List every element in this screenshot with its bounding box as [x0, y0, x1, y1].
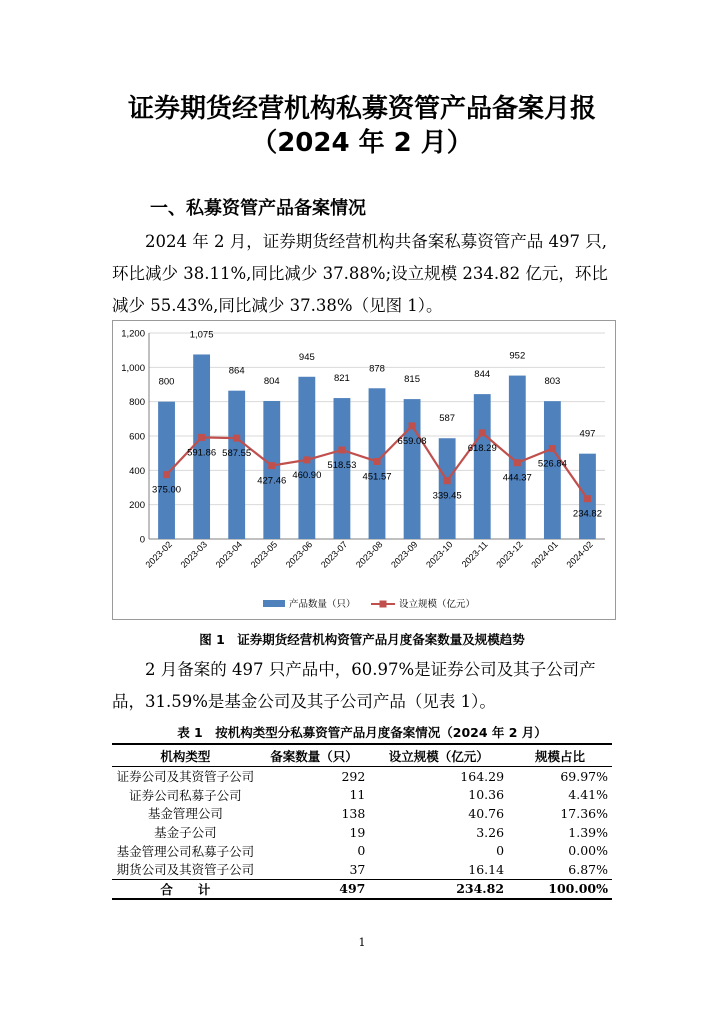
header-scale: 设立规模（亿元） [369, 744, 508, 767]
table-total-row [112, 879, 612, 899]
line-data-label: 460.90 [292, 469, 322, 481]
x-tick-label: 2023-09 [389, 539, 420, 570]
x-tick-label: 2023-07 [318, 539, 350, 570]
cell-count: 292 [341, 768, 366, 784]
cell-scale: 3.26 [476, 824, 505, 840]
x-tick-label: 2023-08 [353, 539, 385, 570]
line-data-label: 444.37 [502, 472, 532, 484]
bar [474, 394, 491, 539]
table-1 [112, 743, 612, 900]
cell-scale: 16.14 [468, 861, 505, 877]
line-data-label: 339.45 [432, 490, 462, 502]
scale-marker [584, 495, 591, 502]
cell-share: 69.97% [560, 768, 608, 784]
y-tick-label: 600 [129, 431, 145, 443]
x-tick-label: 2023-03 [178, 539, 210, 570]
y-tick-label: 1,200 [121, 328, 145, 340]
y-tick-label: 800 [129, 397, 145, 409]
cell-share: 1.39% [568, 824, 608, 840]
scale-marker [198, 434, 205, 441]
line-data-label: 591.86 [187, 447, 217, 459]
bar-data-label: 844 [474, 369, 491, 381]
cell-institution: 基金管理公司私募子公司 [116, 843, 255, 859]
bar [544, 401, 561, 539]
y-tick-label: 200 [129, 500, 145, 512]
x-tick-label: 2023-05 [248, 539, 280, 570]
legend-line-label: 设立规模（亿元） [399, 599, 476, 610]
document-subtitle: （2024 年 2 月） [251, 128, 473, 158]
cell-count: 11 [349, 787, 366, 803]
scale-marker [549, 445, 556, 452]
bar-data-label: 800 [158, 376, 175, 388]
cell-institution: 基金管理公司 [147, 806, 223, 822]
y-tick-label: 0 [139, 534, 145, 546]
table-header-row [112, 744, 612, 767]
bar-data-label: 821 [333, 373, 350, 385]
x-tick-label: 2024-01 [529, 539, 560, 570]
bar [158, 402, 175, 539]
scale-marker [409, 422, 416, 429]
figure-1-chart [112, 320, 616, 620]
cell-count: 19 [349, 824, 366, 840]
figure-caption: 图 1 证券期货经营机构资管产品月度备案数量及规模趋势 [199, 632, 525, 647]
cell-share: 17.36% [560, 805, 608, 821]
bar-data-label: 878 [369, 363, 385, 375]
line-data-label: 659.08 [397, 435, 427, 447]
cell-scale: 164.29 [460, 768, 505, 784]
table-caption: 表 1 按机构类型分私募资管产品月度备案情况（2024 年 2 月） [177, 725, 547, 740]
bar-data-label: 945 [298, 351, 315, 363]
page-number: 1 [358, 936, 366, 949]
scale-marker [479, 429, 486, 436]
paragraph-2: 2 月备案的 497 只产品中，60.97%是证券公司及其子公司产品，31.59%是基金公司及其子公司产品（见表 1）。 [112, 660, 596, 711]
header-share: 规模占比 [508, 744, 612, 767]
cell-count: 138 [341, 805, 366, 821]
chart-svg [113, 321, 615, 619]
table-row [112, 804, 612, 823]
legend-line-marker [380, 601, 387, 608]
bar [439, 438, 456, 539]
line-data-label: 518.53 [327, 459, 357, 471]
line-data-label: 526.84 [537, 458, 567, 470]
x-tick-label: 2024-02 [564, 539, 595, 570]
legend-bar-swatch [263, 600, 285, 607]
cell-share: 6.87% [568, 861, 608, 877]
cell-total-count: 497 [259, 879, 370, 899]
cell-share: 4.41% [568, 787, 608, 803]
cell-share: 0.00% [568, 843, 608, 859]
scale-marker [338, 446, 345, 453]
cell-count: 0 [357, 843, 366, 859]
scale-marker [268, 462, 275, 469]
cell-scale: 10.36 [468, 787, 505, 803]
legend-bar-label: 产品数量（只） [289, 599, 356, 610]
document-title: 证券期货经营机构私募资管产品备案月报 [127, 94, 596, 124]
table-row [112, 841, 612, 860]
line-data-label: 375.00 [152, 484, 182, 496]
bar-data-label: 497 [579, 428, 596, 440]
x-tick-label: 2023-12 [494, 539, 525, 570]
line-data-label: 234.82 [572, 508, 602, 520]
bar-data-label: 803 [544, 376, 561, 388]
scale-marker [444, 477, 451, 484]
cell-total-label: 合 计 [112, 879, 259, 899]
cell-institution: 基金子公司 [154, 825, 217, 841]
x-tick-label: 2023-02 [143, 539, 174, 570]
paragraph-1: 2024 年 2 月，证券期货经营机构共备案私募资管产品 497 只,环比减少 38.11%,同比减少 37.88%;设立规模 234.82 亿元，环比减少 55.43%,同比减少 37.38%（见图 1）。 [112, 232, 608, 315]
cell-total-scale: 234.82 [369, 879, 508, 899]
bar-data-label: 1,075 [189, 329, 214, 341]
line-data-label: 427.46 [257, 475, 287, 487]
x-tick-label: 2023-10 [424, 539, 455, 570]
bar-data-label: 864 [228, 365, 245, 377]
table-row [112, 786, 612, 805]
line-data-label: 618.29 [467, 442, 497, 454]
cell-institution: 期货公司及其资管子公司 [116, 862, 255, 878]
bar-data-label: 587 [439, 413, 456, 425]
scale-marker [303, 456, 310, 463]
section-heading: 一、私募资管产品备案情况 [150, 198, 366, 219]
line-data-label: 587.55 [222, 448, 252, 460]
cell-count: 37 [349, 861, 366, 877]
x-tick-label: 2023-04 [213, 539, 245, 570]
x-tick-label: 2023-11 [459, 539, 490, 570]
bar-data-label: 815 [404, 374, 421, 386]
cell-scale: 40.76 [468, 805, 505, 821]
scale-marker [233, 435, 240, 442]
table-row [112, 860, 612, 879]
scale-marker [514, 459, 521, 466]
header-count: 备案数量（只） [259, 744, 370, 767]
x-tick-label: 2023-06 [283, 539, 315, 570]
table-row [112, 823, 612, 842]
line-data-label: 451.57 [362, 471, 392, 483]
y-tick-label: 1,000 [121, 362, 145, 374]
scale-marker [374, 458, 381, 465]
bar [263, 401, 280, 539]
scale-marker [163, 471, 170, 478]
y-tick-label: 400 [129, 465, 145, 477]
bar [404, 399, 421, 539]
table-row [112, 767, 612, 786]
bar-data-label: 952 [509, 350, 526, 362]
cell-institution: 证券公司及其资管子公司 [116, 769, 255, 785]
header-institution-type: 机构类型 [112, 744, 259, 767]
cell-institution: 证券公司私募子公司 [129, 787, 242, 803]
cell-scale: 0 [496, 843, 505, 859]
bar-data-label: 804 [263, 375, 280, 387]
bar [228, 391, 245, 539]
cell-total-share: 100.00% [508, 879, 612, 899]
